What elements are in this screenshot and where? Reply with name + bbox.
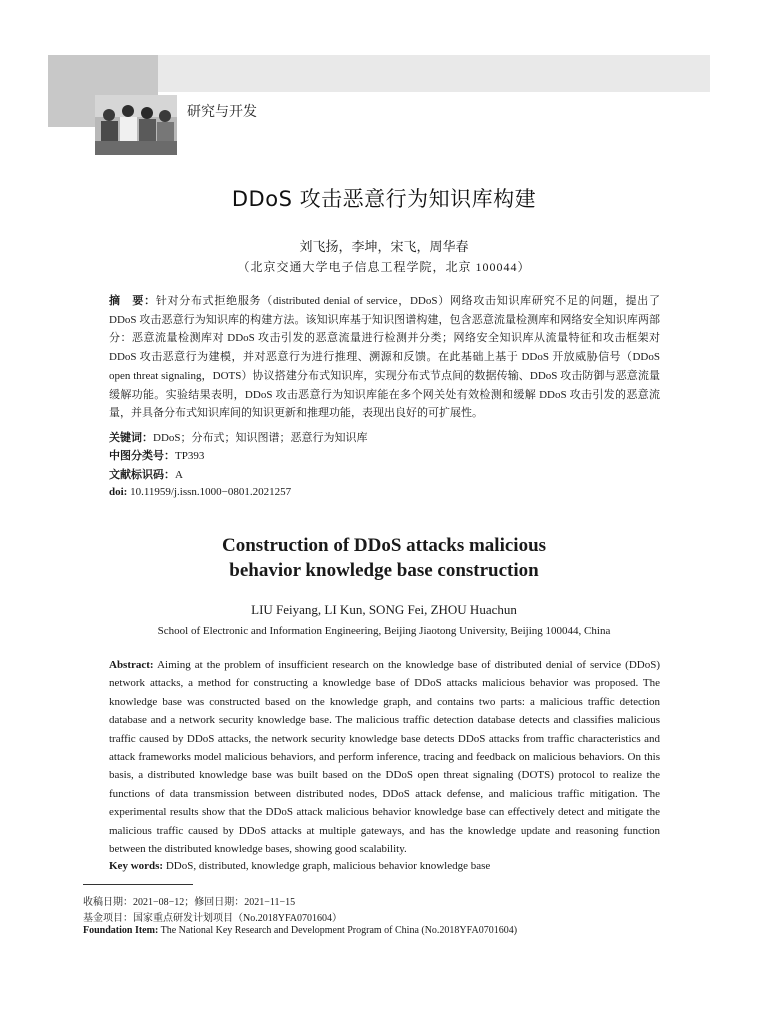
- keywords-en-text: DDoS, distributed, knowledge graph, malicious behavior knowledge base: [165, 860, 491, 872]
- keywords-zh-label: 关键词：: [109, 432, 153, 444]
- footnote-rule: [83, 884, 193, 885]
- paper-title-en: [0, 533, 768, 583]
- header-photo: [95, 95, 177, 155]
- abstract-zh-label: 摘 要：: [109, 295, 156, 307]
- doc-code-zh: [109, 466, 660, 482]
- doi-label: doi:: [109, 486, 128, 498]
- clc-zh: [109, 447, 660, 463]
- doi: [109, 486, 660, 498]
- affiliation-zh: （北京交通大学电子信息工程学院，北京 100044）: [237, 260, 531, 274]
- footnote-fund-en-text: The National Key Research and Development Program of China (No.2018YFA0701604): [160, 925, 518, 936]
- footnote-fund-en: [83, 925, 703, 936]
- keywords-zh: [109, 429, 660, 445]
- footnote-fund-zh: 基金项目：国家重点研发计划项目（No.2018YFA0701604）: [83, 913, 342, 924]
- section-title: 研究与开发: [187, 104, 257, 120]
- paper-title-en-line2: behavior knowledge base construction: [229, 560, 539, 581]
- doi-text: 10.11959/j.issn.1000−0801.2021257: [130, 486, 292, 498]
- abstract-en: [109, 656, 660, 858]
- authors-zh: 刘飞扬，李坤，宋飞，周华春: [299, 239, 469, 254]
- paper-title-en-line1: Construction of DDoS attacks malicious: [221, 535, 547, 556]
- keywords-en: [109, 860, 660, 872]
- doc-code-zh-text: A: [175, 469, 183, 481]
- affiliation-en: School of Electronic and Information Engineering, Beijing Jiaotong University, Beijing 100044, China: [157, 625, 611, 637]
- clc-zh-label: 中图分类号：: [109, 450, 175, 462]
- paper-title-zh: DDoS 攻击恶意行为知识库构建: [231, 187, 537, 211]
- authors-en: LIU Feiyang, LI Kun, SONG Fei, ZHOU Huachun: [251, 602, 517, 617]
- keywords-zh-text: DDoS；分布式；知识图谱；恶意行为知识库: [153, 432, 368, 444]
- abstract-en-text: Aiming at the problem of insufficient research on the knowledge base of distributed denial of service (DDoS) network attacks, a method for constructing a knowledge base of DDoS attacks malicious behavior was proposed. The knowledge base was constructed based on the knowledge graph, and contains two parts: a malicious traffic detection database and a network security knowledge base. The malicious traffic detection database detects and classifies malicious traffic caused by DDoS attacks, the network security knowledge base detects DDoS attacks from traffic characteristics and attack frameworks model malicious behaviors, and perform inference, tracing and feedback on malicious behaviors. On this basis, a distributed knowledge base was built based on the DDoS open threat signaling (DOTS) protocol to realize the functions of data transmission between distributed nodes, DDoS attack defense, and malicious traffic mitigation. The experimental results show that the DDoS attack malicious behavior knowledge base can effectively detect and mitigate the malicious traffic caused by DDoS attacks at multiple gateways, and has the knowledge update and reasoning function between the distributed knowledge bases, showing good scalability.: [109, 659, 660, 856]
- keywords-en-label: Key words:: [109, 860, 164, 872]
- footnote-fund-en-label: Foundation Item:: [83, 925, 159, 936]
- abstract-zh-text: 针对分布式拒绝服务（distributed denial of service，DDoS）网络攻击知识库研究不足的问题，提出了DDoS 攻击恶意行为知识库的构建方法。该知识库基于知识图谱构建，包含恶意流量检测库和网络安全知识库两部分：恶意流量检测库对 DDoS 攻击引发的恶意流量进行检测并分类；网络安全知识库从流量特征和攻击框架对 DDoS 攻击恶意行为建模，并对恶意行为进行推理、溯源和反馈。在此基础上基于 DDoS 开放威胁信号（DDoS open threat signaling，DOTS）协议搭建分布式知识库，实现分布式节点间的数据传输、DDoS 攻击防御与恶意流量缓解功能。实验结果表明，DDoS 攻击恶意行为知识库能在多个网关处有效检测和缓解 DDoS 攻击引发的恶意流量，并具备分布式知识库间的知识更新和推理功能，表现出良好的可扩展性。: [109, 295, 660, 420]
- abstract-zh: [109, 292, 660, 423]
- footnote-received: 收稿日期：2021−08−12；修回日期：2021−11−15: [83, 897, 296, 908]
- clc-zh-text: TP393: [175, 450, 205, 462]
- doc-code-zh-label: 文献标识码：: [109, 469, 175, 481]
- abstract-en-label: Abstract:: [109, 659, 154, 671]
